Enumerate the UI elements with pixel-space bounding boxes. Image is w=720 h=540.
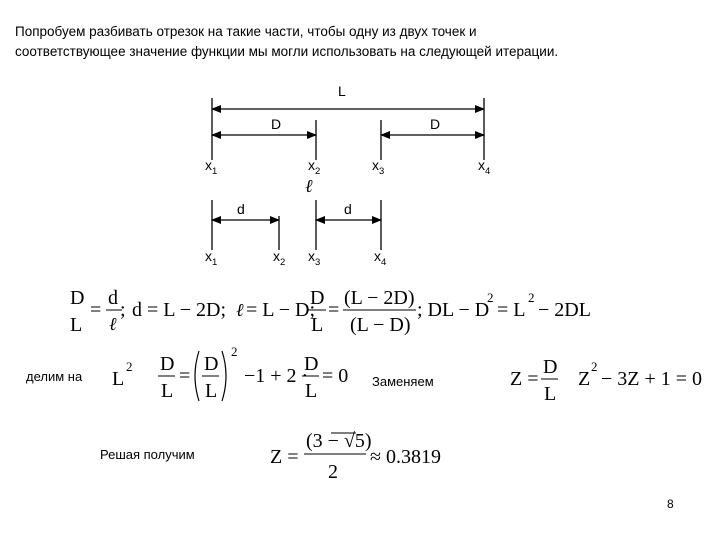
z-L: L [544, 383, 557, 405]
z-poly: Z [578, 368, 591, 390]
eq1-d: d [108, 287, 118, 309]
solve-den: 2 [328, 461, 338, 483]
label-x2-upper [308, 157, 320, 177]
eq1-D: D [70, 287, 85, 309]
paren-left [195, 351, 199, 401]
page-number: 8 [667, 497, 674, 511]
x-sub: 3 [315, 257, 321, 268]
q-D-2: D [204, 353, 219, 375]
q-D-1: D [160, 353, 175, 375]
x-sub: 1 [212, 257, 218, 268]
q-L-2: L [205, 380, 218, 402]
x-sub: 1 [212, 166, 218, 177]
label-x3-lower [308, 248, 320, 268]
q-D-3: D [304, 353, 319, 375]
solve-label: Решая получим [100, 447, 195, 462]
eq1-ell: ℓ [109, 314, 117, 334]
q-eq: = [179, 365, 191, 387]
x-letter: x [374, 248, 381, 264]
eq1-eq-a: = [90, 299, 102, 321]
label-x1-upper [205, 157, 217, 177]
eq1-d-expr: d = L − 2D; [132, 299, 227, 321]
eq1-sq-2: 2 [528, 290, 535, 305]
label-D-right: D [430, 116, 441, 132]
label-d-left: d [237, 201, 245, 217]
solve-num: (3 − √5) [306, 430, 372, 452]
label-x3-upper [372, 157, 384, 177]
solve-approx: ≈ 0.3819 [370, 446, 441, 468]
x-letter: x [205, 248, 212, 264]
label-x1-lower [205, 248, 217, 268]
x-sub: 4 [381, 257, 387, 268]
eq1-eqL: = L [497, 299, 526, 321]
x-letter: x [372, 157, 379, 173]
q-sq: 2 [231, 344, 238, 359]
x-sub: 2 [315, 166, 321, 177]
eq1-semi: ; [120, 299, 126, 321]
x-sub: 4 [485, 166, 491, 177]
segment-diagram [212, 98, 484, 250]
z-D: D [543, 356, 558, 378]
eq1-eq-b: = [328, 299, 340, 321]
replace-label: Заменяем [372, 374, 434, 389]
eq1-num: (L − 2D) [344, 287, 415, 309]
equation-row-1 [70, 287, 591, 336]
label-x4-upper [478, 157, 490, 177]
x-letter: x [273, 248, 280, 264]
q-middle: −1 + 2 · [244, 365, 309, 387]
z-sq: 2 [591, 359, 598, 374]
eq1-L: L [70, 314, 83, 336]
x-sub: 2 [280, 257, 286, 268]
eq1-sq-1: 2 [487, 290, 494, 305]
eq1-ell-expr: = L − D; [246, 299, 316, 321]
divide-label: делим на [26, 369, 83, 384]
label-ell: ℓ [305, 176, 313, 196]
intro-line-2: соответствующее значение функции мы могли использовать на следующей итерации. [15, 44, 559, 59]
x-letter: x [478, 157, 485, 173]
q-zero: = 0 [322, 365, 349, 387]
equation-row-3 [100, 430, 441, 483]
divide-L: L [112, 368, 125, 390]
z-rest: − 3Z + 1 = 0 [601, 368, 703, 390]
eq1-D-2: D [310, 287, 325, 309]
q-L-3: L [305, 380, 318, 402]
x-sub: 3 [379, 166, 385, 177]
label-d-right: d [344, 201, 352, 217]
eq1-ell-2: ℓ [236, 300, 244, 320]
label-x4-lower [374, 248, 386, 268]
eq1-den: (L − D) [350, 314, 411, 336]
eq1-L-2: L [311, 314, 324, 336]
eq1-2DL: − 2DL [538, 299, 591, 321]
label-x2-lower [273, 248, 285, 268]
paren-right [222, 351, 226, 401]
eq1-DL: ; DL − D [417, 299, 490, 321]
z-eq: Z = [510, 368, 539, 390]
x-letter: x [308, 157, 315, 173]
solve-z: Z = [270, 446, 299, 468]
intro-line-1: Попробуем разбивать отрезок на такие части, чтобы одну из двух точек и [15, 24, 477, 39]
label-L: L [338, 83, 346, 99]
x-letter: x [308, 248, 315, 264]
divide-sq: 2 [126, 359, 133, 374]
label-D-left: D [271, 116, 282, 132]
x-letter: x [205, 157, 212, 173]
q-L-1: L [161, 380, 174, 402]
equation-row-2 [26, 344, 702, 405]
